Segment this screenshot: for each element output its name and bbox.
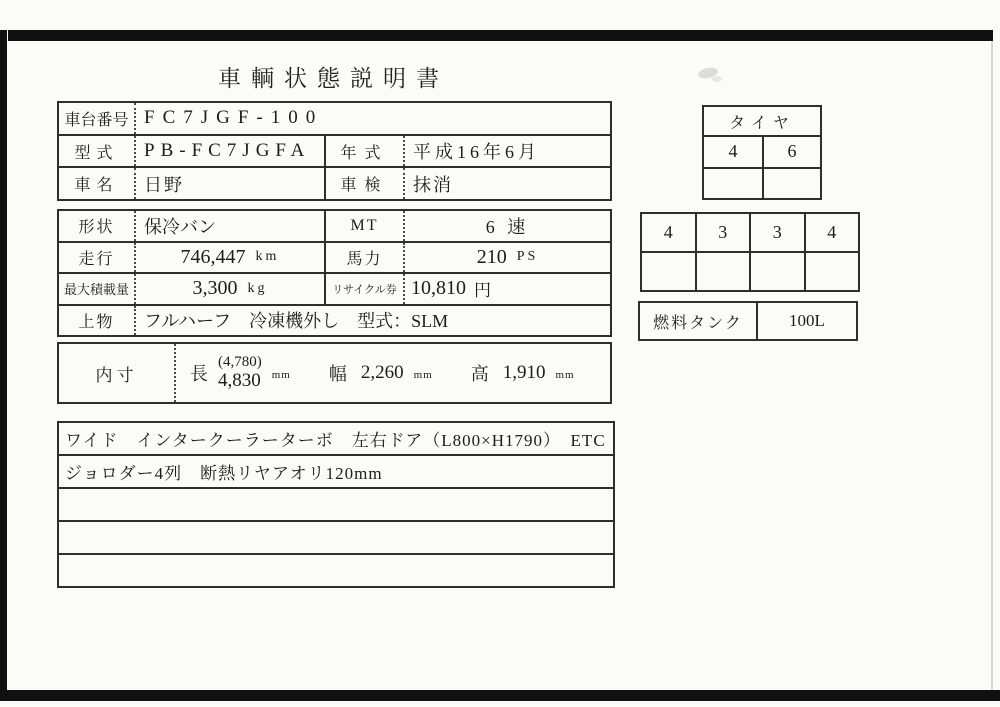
mt-value: 6 速 bbox=[485, 216, 530, 237]
year-value: 平成16年6月 bbox=[413, 142, 540, 162]
tread-table bbox=[640, 212, 860, 292]
tire-table-header: タイヤ bbox=[704, 107, 820, 137]
model-year-row bbox=[59, 134, 610, 167]
tread-empty-cell bbox=[749, 253, 804, 290]
payload-value-cell bbox=[136, 274, 326, 304]
mileage-unit: km bbox=[255, 249, 280, 265]
remark-row-4 bbox=[59, 520, 613, 553]
tread-empty-cell bbox=[804, 253, 859, 290]
name-inspection-row bbox=[59, 166, 610, 199]
mileage-value-cell bbox=[136, 243, 326, 273]
document-title: 車輌状態説明書 bbox=[218, 66, 449, 91]
fuel-tank-value: 100L bbox=[789, 311, 825, 330]
tire-front-count: 4 bbox=[728, 141, 738, 162]
width-unit: mm bbox=[413, 369, 433, 381]
power-label: 馬力 bbox=[326, 243, 405, 273]
tire-empty-cell bbox=[762, 169, 820, 199]
payload-value: 3,300 bbox=[192, 277, 238, 300]
scan-smudge-small bbox=[712, 76, 722, 82]
chassis-row bbox=[59, 103, 610, 134]
tread-empty-cell bbox=[695, 253, 750, 290]
width-value: 2,260 bbox=[360, 362, 404, 383]
model-label: 型式 bbox=[59, 136, 136, 167]
power-value: 210 bbox=[476, 245, 507, 268]
height-group bbox=[471, 360, 575, 386]
tire-count-row bbox=[704, 137, 820, 167]
shape-value: 保冷バン bbox=[136, 211, 326, 241]
vehicle-info-table bbox=[57, 101, 612, 201]
tread-value-2: 3 bbox=[695, 214, 750, 251]
spec-table bbox=[57, 209, 612, 337]
length-stacked-values bbox=[218, 355, 262, 391]
shape-mt-row bbox=[59, 211, 610, 241]
fuel-tank-table bbox=[638, 301, 858, 341]
height-value: 1,910 bbox=[502, 362, 546, 383]
remark-row-1: ワイド インタークーラーターボ 左右ドア（L800×H1790） ETC bbox=[65, 431, 606, 450]
tread-values-row bbox=[642, 214, 858, 251]
shape-label: 形状 bbox=[59, 211, 136, 241]
power-unit: PS bbox=[516, 249, 539, 265]
fuel-tank-label: 燃料タンク bbox=[640, 303, 758, 339]
length-label: 長 bbox=[190, 364, 208, 384]
tire-rear-count: 6 bbox=[762, 137, 820, 167]
inspection-label: 車検 bbox=[326, 168, 405, 199]
width-group bbox=[329, 360, 433, 386]
tire-empty-cell bbox=[704, 169, 762, 199]
scan-edge-right bbox=[991, 41, 993, 690]
year-label: 年式 bbox=[326, 136, 405, 167]
vehicle-name-label: 車名 bbox=[59, 168, 136, 199]
length-unit: mm bbox=[271, 369, 291, 381]
tread-value-4: 4 bbox=[804, 214, 859, 251]
chassis-number-label: 車台番号 bbox=[59, 103, 136, 134]
payload-label: 最大積載量 bbox=[59, 274, 136, 304]
mileage-value: 746,447 bbox=[180, 245, 246, 268]
mileage-power-row bbox=[59, 241, 610, 273]
recycle-ticket-label: リサイクル券 bbox=[326, 274, 405, 304]
length-value: 4,830 bbox=[218, 369, 261, 391]
remark-row-2: ジョロダー4列 断熱リヤアオリ120mm bbox=[59, 454, 613, 487]
height-label: 高 bbox=[470, 364, 489, 384]
vehicle-name-value: 日野 bbox=[136, 168, 326, 199]
inner-dimensions-label: 内寸 bbox=[59, 344, 176, 402]
scan-edge-bottom bbox=[0, 690, 1000, 701]
length-group bbox=[190, 355, 291, 391]
payload-recycle-row bbox=[59, 272, 610, 304]
body-value: フルハーフ 冷凍機外し 型式：SLM bbox=[144, 311, 449, 332]
length-paren-value: (4,780) bbox=[218, 354, 262, 371]
mt-label: MT bbox=[326, 211, 405, 241]
body-label: 上物 bbox=[59, 306, 136, 336]
remarks-table bbox=[57, 421, 615, 588]
remark-row-3 bbox=[59, 487, 613, 520]
tread-value-3: 3 bbox=[749, 214, 804, 251]
width-label: 幅 bbox=[328, 364, 347, 384]
inner-dimensions-table bbox=[57, 342, 612, 404]
tread-empty-row bbox=[642, 251, 858, 290]
tread-empty-cell bbox=[642, 253, 695, 290]
scan-edge-left bbox=[0, 30, 7, 701]
recycle-value: 10,810 bbox=[411, 277, 466, 300]
dimensions-row bbox=[59, 344, 610, 402]
inspection-value: 抹消 bbox=[413, 174, 453, 195]
fuel-tank-row bbox=[640, 303, 856, 339]
tire-empty-row bbox=[704, 167, 820, 199]
payload-unit: kg bbox=[247, 280, 268, 296]
body-row bbox=[59, 304, 610, 336]
power-value-cell bbox=[405, 243, 610, 273]
height-unit: mm bbox=[555, 369, 575, 381]
tread-value-1: 4 bbox=[663, 222, 673, 242]
recycle-value-cell bbox=[405, 274, 610, 304]
remark-row-5 bbox=[59, 553, 613, 586]
tire-table bbox=[702, 105, 822, 200]
dimensions-values bbox=[176, 344, 610, 402]
recycle-unit: 円 bbox=[474, 281, 491, 301]
model-value: PB-FC7JGFA bbox=[136, 136, 326, 167]
chassis-number-value: FC7JGF-100 bbox=[144, 107, 324, 129]
scan-edge-top bbox=[8, 30, 993, 41]
mileage-label: 走行 bbox=[59, 243, 136, 273]
